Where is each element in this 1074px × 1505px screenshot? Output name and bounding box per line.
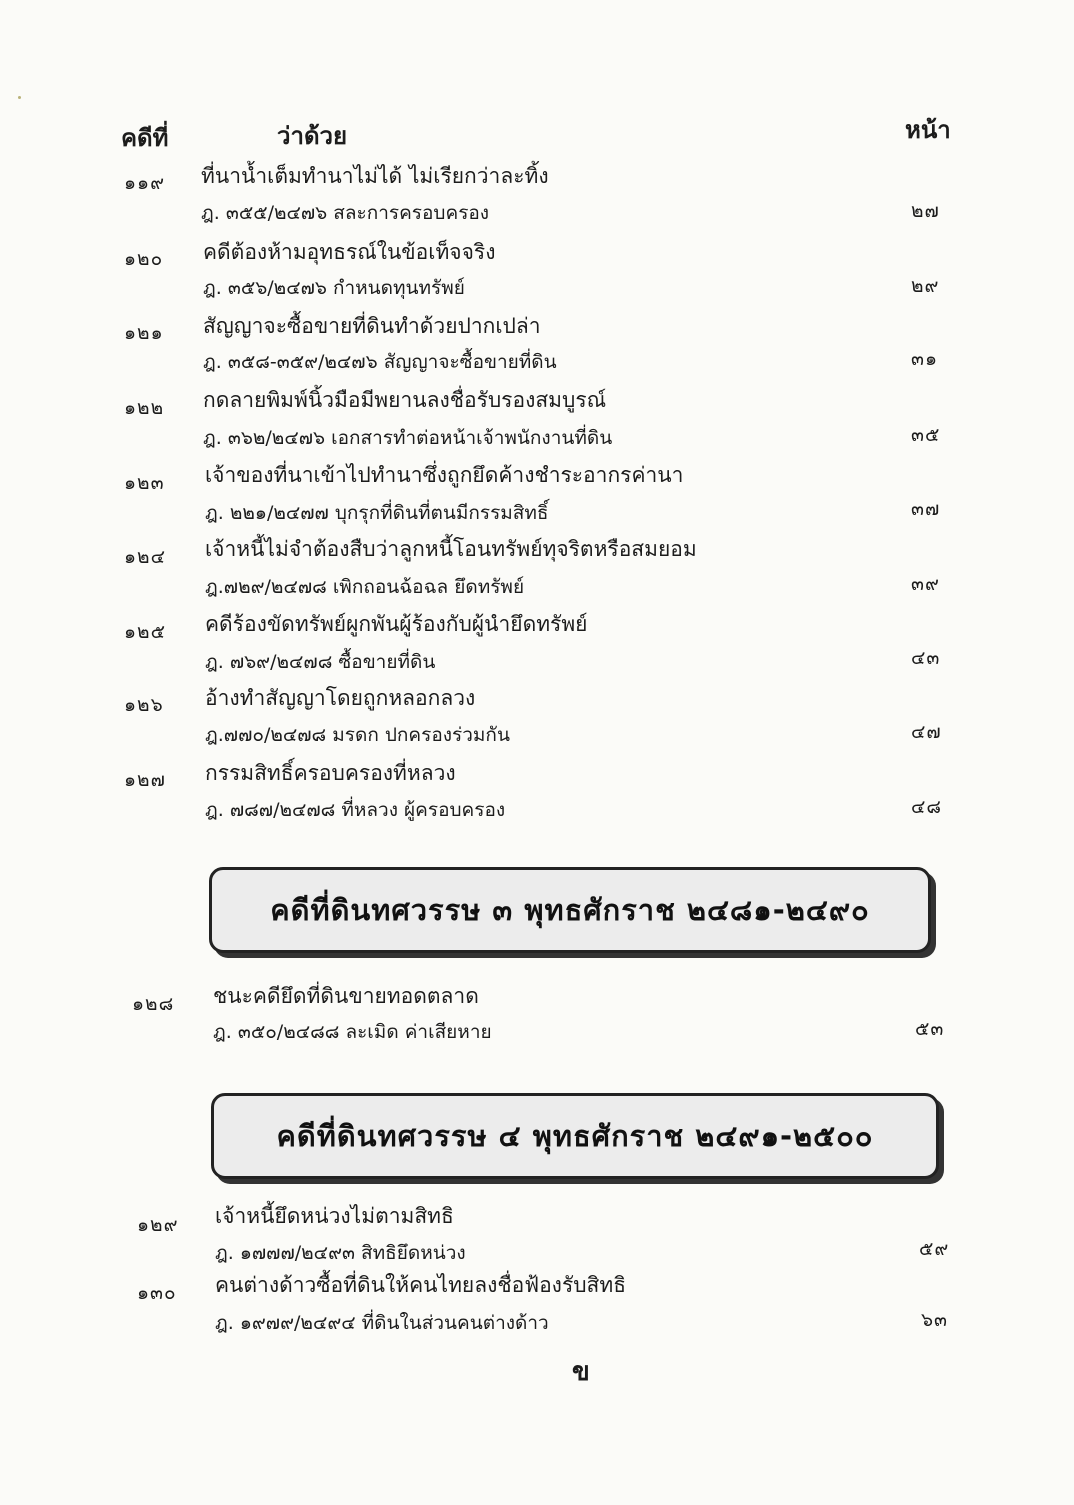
case-title: คดีร้องขัดทรัพย์ผูกพันผู้ร้องกับผู้นำยึดทรัพย์ bbox=[205, 612, 588, 636]
case-reference: ฎ. ๓๕๕/๒๔๗๖ สละการครอบครอง bbox=[201, 202, 490, 224]
case-number: ๑๓๐ bbox=[137, 1282, 177, 1304]
page-number: ๒๗ bbox=[911, 200, 940, 222]
paper-speck bbox=[18, 96, 21, 99]
case-reference: ฎ. ๗๖๙/๒๔๗๘ ซื้อขายที่ดิน bbox=[205, 651, 436, 673]
case-reference: ฎ. ๑๗๗๗/๒๔๙๓ สิทธิยึดหน่วง bbox=[215, 1242, 466, 1264]
case-title: กรรมสิทธิ์ครอบครองที่หลวง bbox=[205, 761, 456, 785]
case-reference: ฎ. ๓๕๘-๓๕๙/๒๔๗๖ สัญญาจะซื้อขายที่ดิน bbox=[203, 351, 557, 373]
section-banner-decade-3: คดีที่ดินทศวรรษ ๓ พุทธศักราช ๒๔๘๑-๒๔๙๐ bbox=[209, 867, 931, 953]
case-reference: ฎ.๗๗๐/๒๔๗๘ มรดก ปกครองร่วมกัน bbox=[205, 724, 510, 746]
case-title: เจ้าหนี้ยึดหน่วงไม่ตามสิทธิ bbox=[215, 1204, 454, 1228]
case-title: เจ้าของที่นาเข้าไปทำนาซึ่งถูกยึดค้างชำระอากรค่านา bbox=[205, 463, 684, 487]
page-number: ๔๘ bbox=[911, 796, 943, 818]
page-footer-letter: ข bbox=[572, 1357, 590, 1387]
page-number: ๓๙ bbox=[911, 573, 940, 595]
case-reference: ฎ. ๑๙๗๙/๒๔๙๔ ที่ดินในส่วนคนต่างด้าว bbox=[215, 1312, 549, 1334]
page-number: ๒๙ bbox=[911, 275, 940, 297]
case-reference: ฎ. ๒๒๑/๒๔๗๗ บุกรุกที่ดินที่ตนมีกรรมสิทธิ์ bbox=[205, 502, 549, 524]
page-number: ๓๑ bbox=[911, 348, 939, 370]
case-title: ชนะคดียึดที่ดินขายทอดตลาด bbox=[213, 984, 479, 1008]
case-number: ๑๒๑ bbox=[124, 322, 164, 344]
case-title: กดลายพิมพ์นิ้วมือมีพยานลงชื่อรับรองสมบูรณ์ bbox=[203, 388, 607, 412]
case-title: เจ้าหนี้ไม่จำต้องสืบว่าลูกหนี้โอนทรัพย์ทุจริตหรือสมยอม bbox=[205, 537, 697, 561]
case-number: ๑๒๙ bbox=[137, 1214, 179, 1236]
page-number: ๓๗ bbox=[911, 498, 941, 520]
case-title: คดีต้องห้ามอุทธรณ์ในข้อเท็จจริง bbox=[203, 240, 496, 264]
case-number: ๑๒๘ bbox=[132, 993, 175, 1015]
case-number: ๑๒๕ bbox=[124, 621, 166, 643]
case-number: ๑๒๔ bbox=[124, 546, 166, 568]
case-title: คนต่างด้าวซื้อที่ดินให้คนไทยลงชื่อฟ้องรับสิทธิ bbox=[215, 1273, 627, 1297]
case-number: ๑๒๗ bbox=[124, 769, 166, 791]
col-header-case: คดีที่ bbox=[121, 124, 169, 152]
case-reference: ฎ.๗๒๙/๒๔๗๘ เพิกถอนฉ้อฉล ยึดทรัพย์ bbox=[205, 576, 525, 598]
case-number: ๑๒๓ bbox=[124, 472, 165, 494]
case-title: ที่นาน้ำเต็มทำนาไม่ได้ ไม่เรียกว่าละทิ้ง bbox=[201, 164, 549, 188]
page-number: ๕๓ bbox=[915, 1018, 945, 1040]
case-reference: ฎ. ๓๕๖/๒๔๗๖ กำหนดทุนทรัพย์ bbox=[203, 277, 465, 299]
case-reference: ฎ. ๓๕๐/๒๔๘๘ ละเมิด ค่าเสียหาย bbox=[213, 1021, 492, 1043]
case-title: อ้างทำสัญญาโดยถูกหลอกลวง bbox=[205, 686, 476, 710]
case-number: ๑๒๖ bbox=[124, 694, 164, 716]
page-number: ๓๕ bbox=[911, 424, 941, 446]
case-number: ๑๒๒ bbox=[124, 397, 165, 419]
col-header-page: หน้า bbox=[905, 116, 951, 144]
case-number: ๑๒๐ bbox=[124, 248, 164, 270]
page-number: ๖๓ bbox=[921, 1309, 949, 1331]
col-header-topic: ว่าด้วย bbox=[277, 122, 348, 150]
page-number: ๕๙ bbox=[919, 1238, 950, 1260]
section-banner-decade-4: คดีที่ดินทศวรรษ ๔ พุทธศักราช ๒๔๙๑-๒๕๐๐ bbox=[211, 1093, 939, 1179]
page-number: ๔๗ bbox=[911, 721, 942, 743]
page-number: ๔๓ bbox=[911, 647, 941, 669]
case-title: สัญญาจะซื้อขายที่ดินทำด้วยปากเปล่า bbox=[203, 314, 541, 338]
case-number: ๑๑๙ bbox=[124, 172, 166, 194]
case-reference: ฎ. ๗๘๗/๒๔๗๘ ที่หลวง ผู้ครอบครอง bbox=[205, 799, 506, 821]
case-reference: ฎ. ๓๖๒/๒๔๗๖ เอกสารทำต่อหน้าเจ้าพนักงานที่ดิน bbox=[203, 427, 613, 449]
